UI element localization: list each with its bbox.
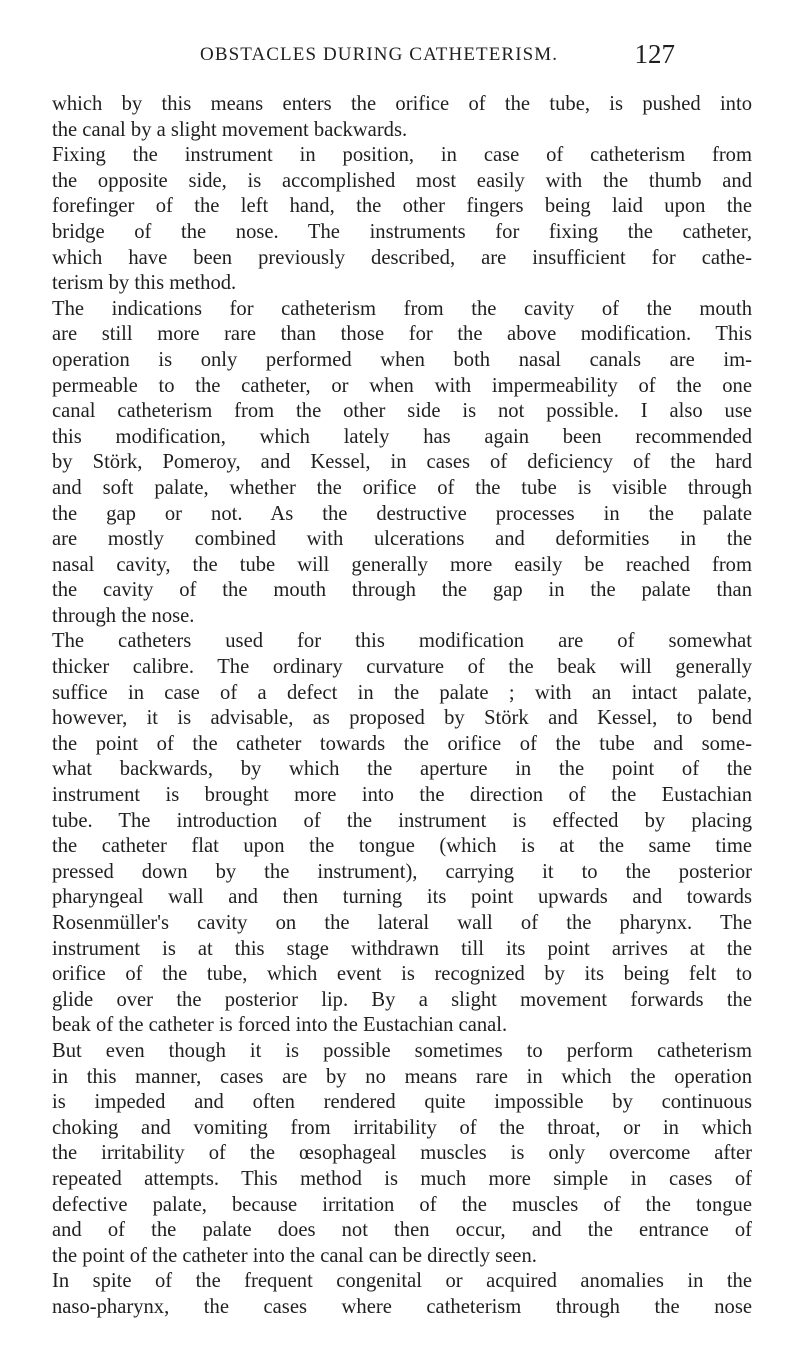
text-line: the point of the catheter towards the orifice of the tube and some-: [52, 732, 752, 755]
text-line: tube. The introduction of the instrument is effected by placing: [52, 809, 752, 832]
text-line: glide over the posterior lip. By a slight movement forwards the: [52, 988, 752, 1011]
text-line: naso-pharynx, the cases where catheterism through the nose: [52, 1295, 752, 1318]
text-line: operation is only performed when both nasal canals are im-: [52, 348, 752, 371]
text-line: through the nose.: [52, 604, 195, 627]
text-line: beak of the catheter is forced into the Eustachian canal.: [52, 1014, 508, 1037]
text-line: Rosenmüller's cavity on the lateral wall of the pharynx. The: [52, 912, 752, 934]
text-line: terism by this method.: [52, 272, 237, 295]
text-line: and of the palate does not then occur, and the entrance of: [52, 1219, 752, 1242]
text-line: instrument is brought more into the direction of the Eustachian: [52, 784, 752, 807]
text-line: defective palate, because irritation of the muscles of the tongue: [52, 1193, 752, 1216]
text-line: thicker calibre. The ordinary curvature of the beak will generally: [52, 656, 752, 679]
text-line: which have been previously described, are insufficient for cathe-: [52, 246, 752, 269]
text-line: are mostly combined with ulcerations and deformities in the: [52, 528, 752, 551]
running-title: OBSTACLES DURING CATHETERISM.: [200, 44, 559, 65]
text-line: The catheters used for this modification are of somewhat: [52, 630, 752, 653]
text-line: is impeded and often rendered quite impossible by continuous: [52, 1091, 752, 1114]
text-line: in this manner, cases are by no means rare in which the operation: [52, 1065, 752, 1088]
text-line: pressed down by the instrument), carrying it to the posterior: [52, 860, 752, 883]
running-head: [200, 39, 675, 74]
text-line: The indications for catheterism from the cavity of the mouth: [52, 297, 752, 320]
text-line: by Störk, Pomeroy, and Kessel, in cases of deficiency of the hard: [52, 451, 752, 474]
text-line: the canal by a slight movement backwards.: [52, 118, 408, 141]
text-line: are still more rare than those for the above modification. This: [52, 323, 752, 346]
text-line: permeable to the catheter, or when with impermeability of the one: [52, 374, 752, 397]
text-line: the opposite side, is accomplished most easily with the thumb and: [52, 169, 752, 192]
text-line: which by this means enters the orifice of the tube, is pushed into: [52, 93, 752, 115]
text-line: instrument is at this stage withdrawn till its point arrives at the: [52, 937, 752, 960]
text-line: repeated attempts. This method is much more simple in cases of: [52, 1167, 752, 1190]
text-line: this modification, which lately has again been recommended: [52, 425, 752, 448]
text-line: nasal cavity, the tube will generally more easily be reached from: [52, 553, 752, 576]
text-line: the catheter flat upon the tongue (which is at the same time: [52, 835, 752, 858]
text-line: pharyngeal wall and then turning its point upwards and towards: [52, 886, 752, 909]
text-line: But even though it is possible sometimes to perform catheterism: [52, 1039, 752, 1062]
text-line: the irritability of the œsophageal muscles is only overcome after: [52, 1142, 752, 1165]
page-number: 127: [634, 39, 675, 69]
text-line: Fixing the instrument in position, in case of catheterism from: [52, 144, 752, 167]
text-line: however, it is advisable, as proposed by Störk and Kessel, to bend: [52, 707, 752, 730]
text-line: forefinger of the left hand, the other fingers being laid upon the: [52, 195, 752, 218]
text-line: what backwards, by which the aperture in the point of the: [52, 758, 752, 781]
text-line: the point of the catheter into the canal can be directly seen.: [52, 1244, 537, 1267]
text-line: bridge of the nose. The instruments for fixing the catheter,: [52, 220, 752, 243]
text-line: the cavity of the mouth through the gap in the palate than: [52, 579, 752, 602]
text-line: suffice in case of a defect in the palate ; with an intact palate,: [52, 681, 752, 704]
text-line: canal catheterism from the other side is not possible. I also use: [52, 400, 752, 423]
body-text: [52, 92, 752, 1321]
text-line: choking and vomiting from irritability of the throat, or in which: [52, 1116, 752, 1139]
text-line: and soft palate, whether the orifice of the tube is visible through: [52, 476, 752, 499]
text-line: orifice of the tube, which event is recognized by its being felt to: [52, 963, 752, 986]
text-line: In spite of the frequent congenital or acquired anomalies in the: [52, 1270, 752, 1293]
text-line: the gap or not. As the destructive processes in the palate: [52, 502, 752, 525]
